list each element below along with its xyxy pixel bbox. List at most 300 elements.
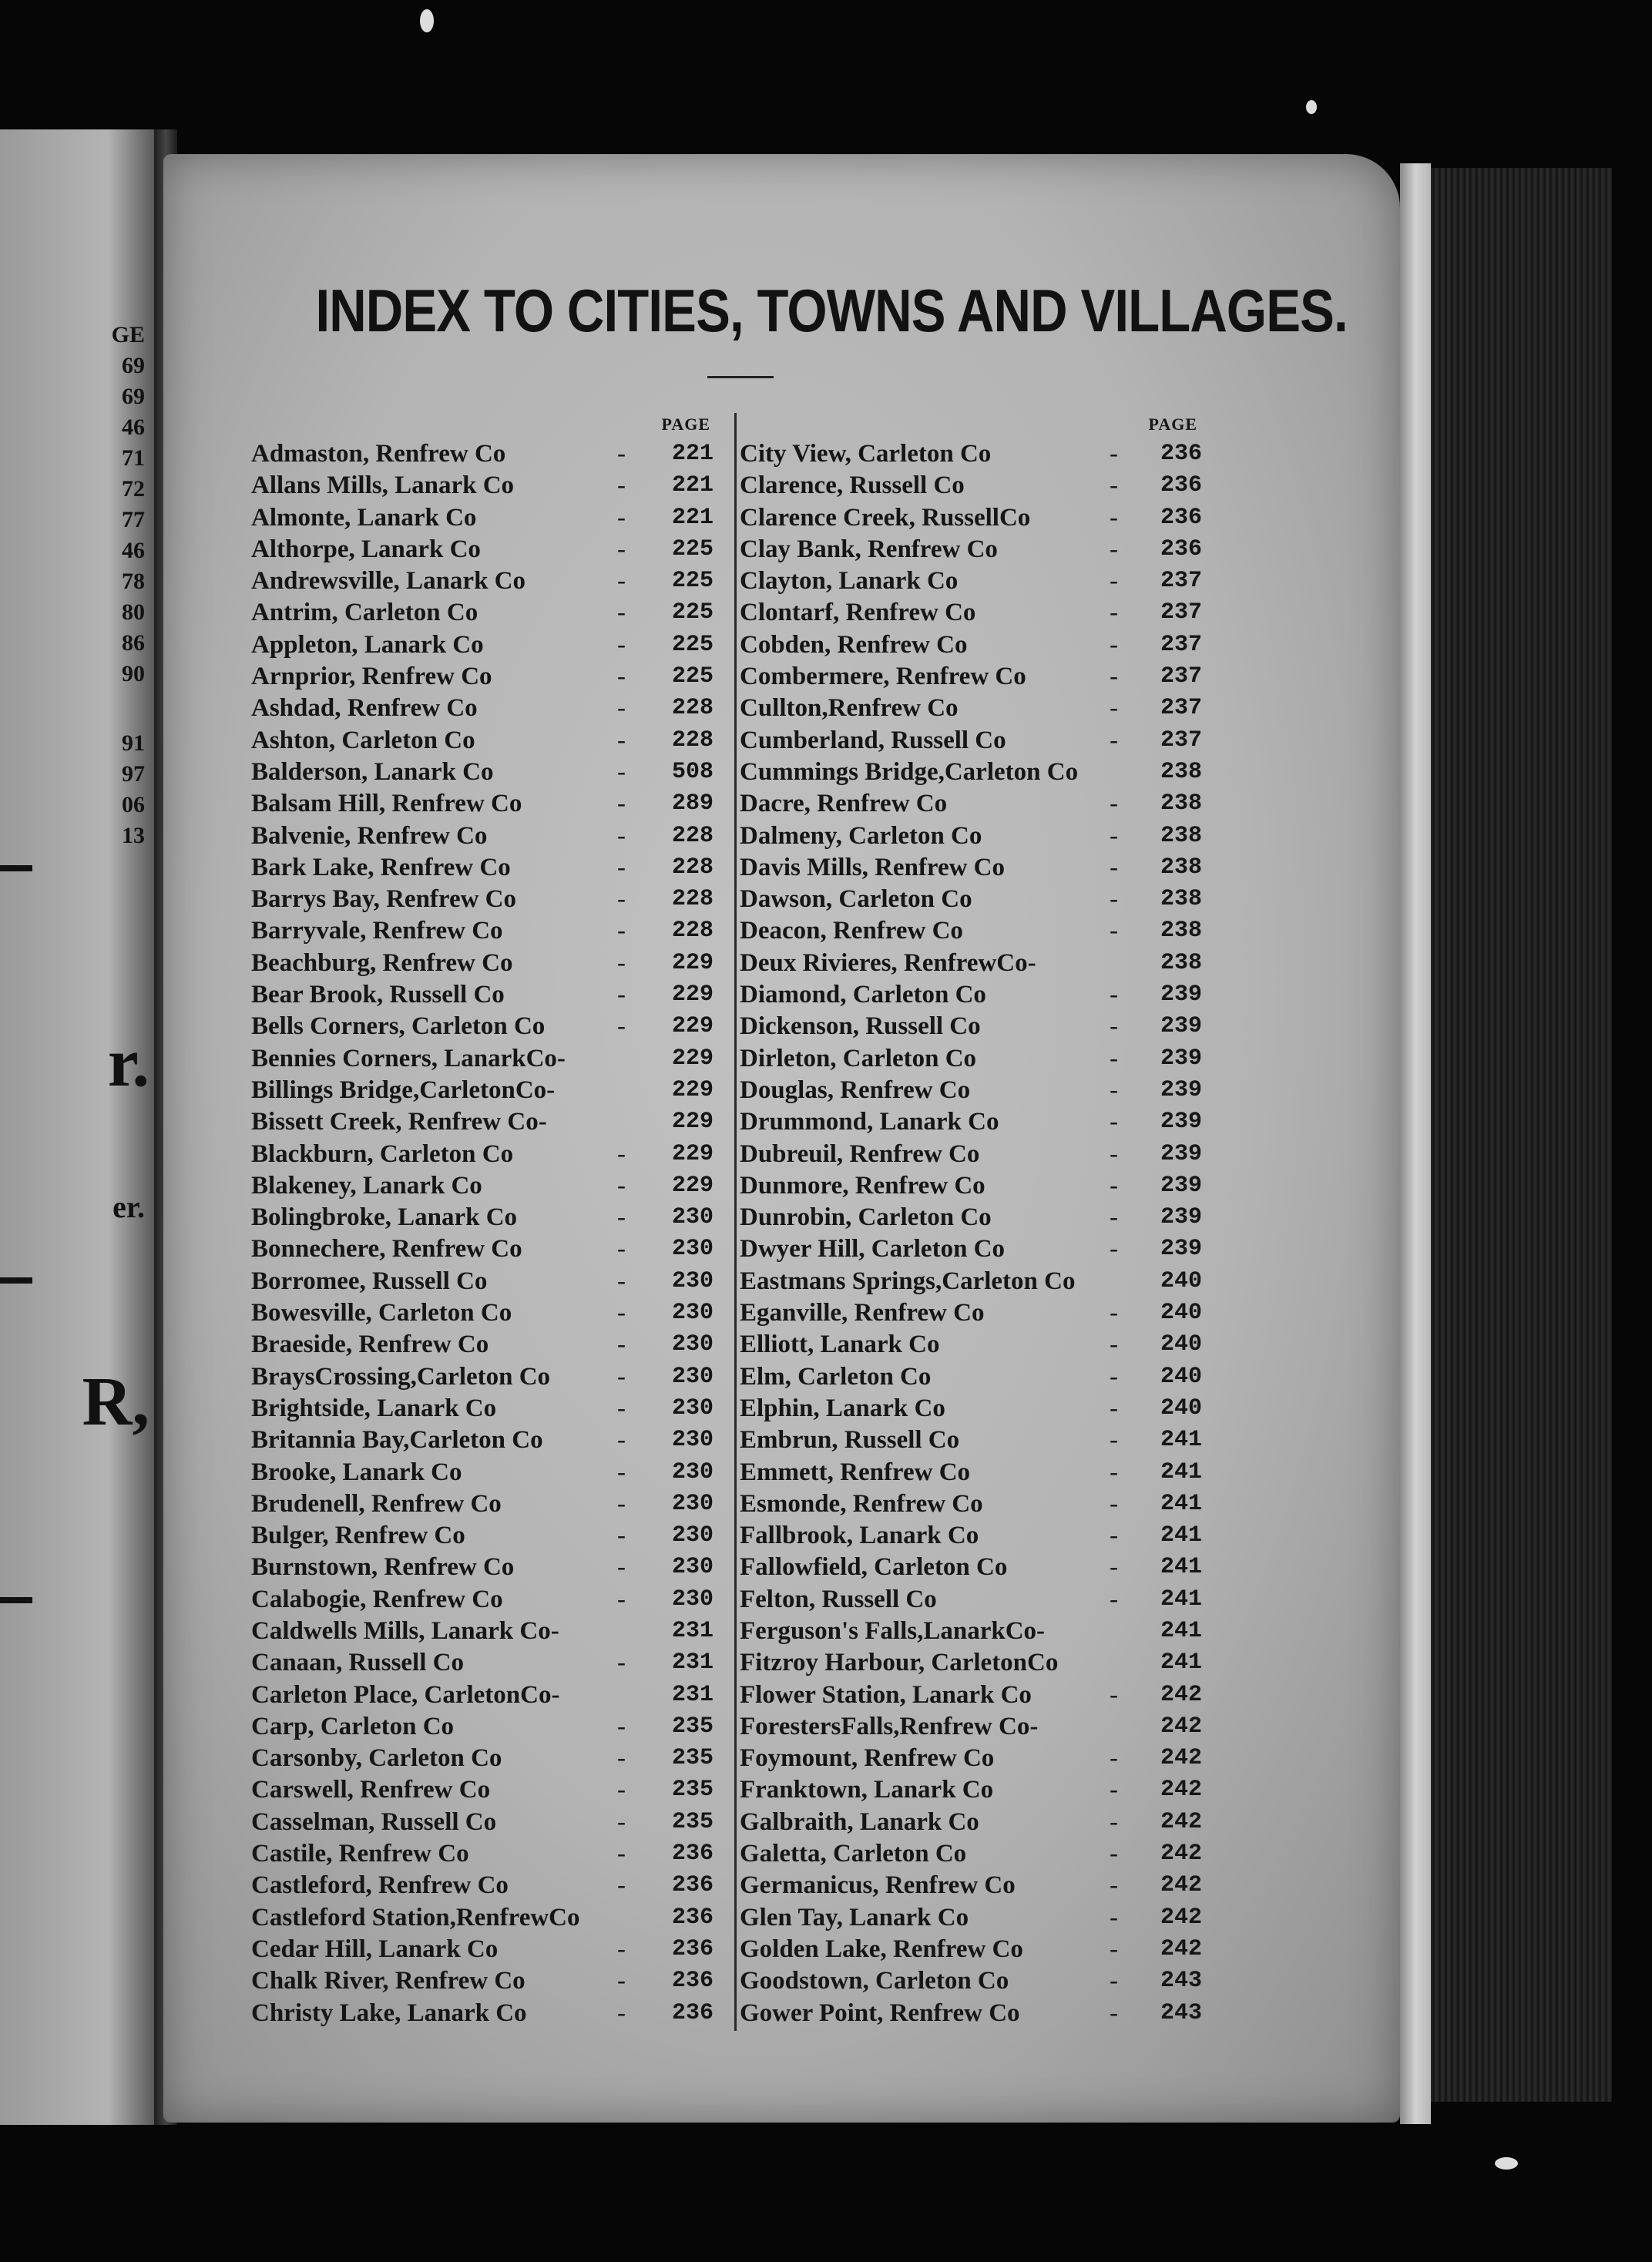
page-number: 230 (671, 1586, 714, 1613)
index-entry (251, 661, 714, 693)
leader-dash: - (617, 1522, 626, 1550)
page-number: 241 (1160, 1554, 1202, 1581)
divider-rule (0, 865, 32, 871)
leader-dash: - (1110, 1935, 1118, 1963)
page-number: 239 (1160, 1045, 1202, 1072)
place-name: Fallowfield, Carleton Co (740, 1553, 1008, 1582)
index-entry (251, 948, 714, 979)
page-number: 239 (1160, 1076, 1202, 1103)
place-name: Deacon, Renfrew Co (740, 917, 963, 945)
divider-rule (0, 1277, 32, 1284)
margin-fragment: GE (111, 322, 145, 347)
place-name: Bulger, Renfrew Co (251, 1522, 465, 1550)
page-number: 240 (1160, 1394, 1202, 1421)
page-number: 221 (671, 441, 714, 467)
index-entry (251, 534, 714, 566)
index-entry (740, 725, 1202, 757)
page-number: 236 (1160, 472, 1202, 499)
page-number: 242 (1160, 1681, 1202, 1708)
leader-dash: - (1110, 1871, 1118, 1900)
leader-dash: - (1110, 1203, 1118, 1232)
index-entry (740, 1711, 1202, 1743)
place-name: Esmonde, Renfrew Co (740, 1489, 983, 1518)
place-name: Casselman, Russell Co (251, 1807, 497, 1836)
page-number: 241 (1160, 1490, 1202, 1517)
index-entry (251, 1584, 714, 1616)
page-number: 238 (1160, 918, 1202, 945)
page-number: 238 (1160, 886, 1202, 913)
place-name: Galbraith, Lanark Co (740, 1807, 979, 1836)
page-number: 240 (1160, 1363, 1202, 1390)
page-number: 241 (1160, 1458, 1202, 1485)
place-name: Elliott, Lanark Co (740, 1331, 940, 1359)
page-number: 236 (671, 1935, 714, 1962)
leader-dash: - (617, 981, 626, 1009)
page-number: 228 (671, 854, 714, 881)
page-number: 239 (1160, 982, 1202, 1009)
index-entry (740, 1807, 1202, 1838)
leader-dash: - (1110, 1426, 1118, 1455)
place-name: Clarence, Russell Co (740, 472, 965, 500)
margin-fragment: 90 (122, 661, 145, 686)
margin-fragment: er. (112, 1190, 145, 1224)
index-entry (740, 1743, 1202, 1774)
index-entry (251, 1170, 714, 1202)
place-name: Diamond, Carleton Co (740, 981, 986, 1009)
index-entry (251, 1457, 714, 1488)
index-entry (740, 979, 1202, 1011)
leader-dash: - (1110, 790, 1118, 818)
page-number: 228 (671, 727, 714, 753)
place-name: Goodstown, Carleton Co (740, 1967, 1009, 1995)
leader-dash: - (617, 1299, 626, 1327)
page-block-edge (1408, 168, 1612, 2102)
margin-fragment: r. (107, 1025, 149, 1101)
index-entry (251, 884, 714, 915)
margin-fragment: 97 (122, 761, 145, 787)
page-number: 289 (671, 790, 714, 817)
place-name: BraysCrossing,Carleton Co (251, 1362, 551, 1391)
index-entry (740, 1647, 1202, 1679)
page-number: 236 (671, 1968, 714, 1995)
page-number: 221 (671, 504, 714, 531)
index-entry (740, 1774, 1202, 1806)
place-name: Gower Point, Renfrew Co (740, 1999, 1020, 2027)
page-number: 236 (1160, 535, 1202, 562)
index-list (740, 438, 1202, 2029)
leader-dash: - (1110, 1680, 1118, 1709)
page-number: 239 (1160, 1109, 1202, 1136)
margin-fragment: 69 (122, 384, 145, 409)
leader-dash: - (1110, 1744, 1118, 1773)
page-number: 242 (1160, 1713, 1202, 1740)
place-name: Dalmeny, Carleton Co (740, 821, 982, 850)
page-number: 242 (1160, 1841, 1202, 1868)
page-number: 230 (671, 1267, 714, 1294)
index-entry (740, 1616, 1202, 1647)
leader-dash: - (1110, 917, 1118, 945)
place-name: Davis Mills, Renfrew Co (740, 853, 1006, 881)
leader-dash: - (617, 885, 626, 914)
page-number: 230 (671, 1490, 714, 1517)
leader-dash: - (1110, 1999, 1118, 2027)
page-number: 240 (1160, 1267, 1202, 1294)
index-entry (251, 852, 714, 884)
place-name: Dacre, Renfrew Co (740, 790, 948, 818)
page-number: 243 (1160, 1968, 1202, 1995)
index-entry (251, 1870, 714, 1901)
page-number: 231 (671, 1681, 714, 1708)
place-name: Althorpe, Lanark Co (251, 535, 481, 563)
index-entry (740, 788, 1202, 820)
page-number: 230 (671, 1236, 714, 1263)
column-divider (734, 413, 737, 2031)
leader-dash: - (617, 1999, 626, 2027)
index-entry (740, 948, 1202, 979)
page-number: 236 (671, 1841, 714, 1868)
place-name: Dickenson, Russell Co (740, 1012, 981, 1041)
page-number: 242 (1160, 1935, 1202, 1962)
page-number: 230 (671, 1427, 714, 1454)
index-entry (740, 757, 1202, 788)
page-number: 225 (671, 568, 714, 595)
index-entry (740, 629, 1202, 661)
leader-dash: - (1110, 503, 1118, 532)
index-entry (740, 1075, 1202, 1106)
leader-dash: - (1110, 630, 1118, 659)
page-title: INDEX TO CITIES, TOWNS AND VILLAGES. (315, 277, 1348, 344)
leader-dash: - (1110, 1044, 1118, 1072)
margin-fragment: 46 (122, 414, 145, 440)
index-entry (251, 821, 714, 852)
place-name: Douglas, Renfrew Co (740, 1076, 971, 1104)
page-number: 236 (671, 1904, 714, 1931)
place-name: Dunmore, Renfrew Co (740, 1171, 985, 1200)
leader-dash: - (617, 948, 626, 977)
margin-fragment: 69 (122, 353, 145, 378)
index-entry (740, 1043, 1202, 1075)
place-name: Eganville, Renfrew Co (740, 1299, 985, 1327)
page-number: 228 (671, 822, 714, 849)
place-name: Bonnechere, Renfrew Co (251, 1235, 522, 1264)
page-number: 231 (671, 1617, 714, 1644)
leader-dash: - (617, 1267, 626, 1295)
dust-speck (1495, 2157, 1518, 2170)
place-name: Bissett Creek, Renfrew Co- (251, 1108, 547, 1136)
page-number: 242 (1160, 1745, 1202, 1772)
place-name: Braeside, Renfrew Co (251, 1331, 489, 1359)
page-number: 239 (1160, 1204, 1202, 1231)
leader-dash: - (1110, 472, 1118, 500)
dust-speck (1306, 100, 1317, 114)
page-number: 237 (1160, 695, 1202, 722)
place-name: Britannia Bay,Carleton Co (251, 1426, 543, 1455)
place-name: Elphin, Lanark Co (740, 1394, 945, 1422)
place-name: Ferguson's Falls,LanarkCo- (740, 1616, 1046, 1645)
leader-dash: - (1110, 1458, 1118, 1486)
index-entry (251, 1297, 714, 1329)
index-entry (251, 725, 714, 757)
leader-dash: - (1110, 1903, 1118, 1931)
leader-dash: - (617, 790, 626, 818)
place-name: Calabogie, Renfrew Co (251, 1585, 503, 1613)
place-name: Balderson, Lanark Co (251, 757, 494, 786)
place-name: Clarence Creek, RussellCo (740, 503, 1031, 532)
index-list (251, 438, 714, 2029)
leader-dash: - (1110, 1139, 1118, 1168)
leader-dash: - (1110, 885, 1118, 914)
index-entry (740, 1393, 1202, 1425)
place-name: Cumberland, Russell Co (740, 726, 1006, 754)
leader-dash: - (1110, 1489, 1118, 1518)
index-entry (251, 788, 714, 820)
leader-dash: - (1110, 1776, 1118, 1804)
leader-dash: - (617, 917, 626, 945)
leader-dash: - (617, 1585, 626, 1613)
index-entry (251, 1965, 714, 1997)
leader-dash: - (617, 503, 626, 532)
page-number: 237 (1160, 599, 1202, 626)
page-number: 225 (671, 599, 714, 626)
leader-dash: - (1110, 1807, 1118, 1836)
leader-dash: - (1110, 1235, 1118, 1264)
place-name: Carp, Carleton Co (251, 1712, 455, 1740)
leader-dash: - (617, 1840, 626, 1868)
leader-dash: - (1110, 1585, 1118, 1613)
leader-dash: - (1110, 1108, 1118, 1136)
place-name: Felton, Russell Co (740, 1585, 937, 1613)
leader-dash: - (617, 630, 626, 659)
leader-dash: - (617, 1171, 626, 1200)
index-entry (251, 597, 714, 629)
leader-dash: - (1110, 1012, 1118, 1041)
place-name: Bennies Corners, LanarkCo- (251, 1044, 566, 1072)
leader-dash: - (617, 472, 626, 500)
place-name: Franktown, Lanark Co (740, 1776, 994, 1804)
leader-dash: - (1110, 1171, 1118, 1200)
leader-dash: - (617, 1139, 626, 1168)
page-number: 242 (1160, 1808, 1202, 1835)
page-number: 238 (1160, 854, 1202, 881)
index-entry (251, 1202, 714, 1233)
place-name: Dubreuil, Renfrew Co (740, 1139, 980, 1168)
page-number: 235 (671, 1745, 714, 1772)
page-number: 236 (671, 1872, 714, 1899)
index-entry (251, 915, 714, 947)
index-entry (251, 1011, 714, 1042)
leader-dash: - (617, 853, 626, 881)
leader-dash: - (617, 1807, 626, 1836)
page-column-header: PAGE (661, 414, 710, 434)
leader-dash: - (617, 567, 626, 596)
place-name: Arnprior, Renfrew Co (251, 663, 492, 691)
place-name: Emmett, Renfrew Co (740, 1458, 971, 1486)
index-entry (740, 1361, 1202, 1393)
index-entry (740, 597, 1202, 629)
leader-dash: - (617, 1744, 626, 1773)
index-entry (251, 470, 714, 502)
place-name: Almonte, Lanark Co (251, 503, 477, 532)
leader-dash: - (617, 821, 626, 850)
page-column-header: PAGE (1148, 414, 1197, 434)
index-entry (740, 1838, 1202, 1870)
leader-dash: - (617, 757, 626, 786)
page-number: 239 (1160, 1013, 1202, 1040)
place-name: Dirleton, Carleton Co (740, 1044, 977, 1072)
page-number: 241 (1160, 1617, 1202, 1644)
page-number: 231 (671, 1650, 714, 1676)
leader-dash: - (1110, 1840, 1118, 1868)
page-number: 237 (1160, 631, 1202, 658)
leader-dash: - (617, 1458, 626, 1486)
index-entry (740, 693, 1202, 724)
index-entry (251, 1743, 714, 1774)
leader-dash: - (617, 1967, 626, 1995)
leader-dash: - (617, 1649, 626, 1677)
place-name: Clontarf, Renfrew Co (740, 599, 976, 627)
place-name: Admaston, Renfrew Co (251, 440, 506, 468)
leader-dash: - (1110, 599, 1118, 627)
index-entry (740, 534, 1202, 566)
index-entry (251, 1075, 714, 1106)
place-name: Borromee, Russell Co (251, 1267, 488, 1295)
leader-dash: - (1110, 535, 1118, 563)
index-entry (740, 470, 1202, 502)
index-entry (740, 1520, 1202, 1552)
index-entry (740, 915, 1202, 947)
leader-dash: - (1110, 726, 1118, 754)
place-name: Blakeney, Lanark Co (251, 1171, 482, 1200)
index-entry (740, 502, 1202, 534)
margin-fragment: 46 (122, 538, 145, 563)
leader-dash: - (617, 1712, 626, 1740)
leader-dash: - (617, 599, 626, 627)
place-name: Cummings Bridge,Carleton Co (740, 757, 1079, 786)
divider-rule (0, 1597, 32, 1603)
place-name: Eastmans Springs,Carleton Co (740, 1267, 1076, 1295)
leader-dash: - (1110, 567, 1118, 596)
place-name: Billings Bridge,CarletonCo- (251, 1076, 556, 1104)
page-number: 237 (1160, 727, 1202, 753)
leader-dash: - (1110, 1553, 1118, 1582)
page-number: 229 (671, 1172, 714, 1199)
index-entry (740, 1902, 1202, 1934)
leader-dash: - (617, 1331, 626, 1359)
index-entry (251, 1139, 714, 1170)
place-name: Andrewsville, Lanark Co (251, 567, 526, 596)
place-name: Galetta, Carleton Co (740, 1840, 967, 1868)
place-name: Golden Lake, Renfrew Co (740, 1935, 1023, 1963)
page-number: 230 (671, 1458, 714, 1485)
leader-dash: - (617, 1362, 626, 1391)
leader-dash: - (617, 1235, 626, 1264)
index-entry (740, 1233, 1202, 1265)
index-entry (251, 1838, 714, 1870)
page-number: 230 (671, 1331, 714, 1358)
index-entry (740, 1998, 1202, 2029)
index-entry (251, 1520, 714, 1552)
leader-dash: - (617, 1489, 626, 1518)
place-name: Glen Tay, Lanark Co (740, 1903, 969, 1931)
leader-dash: - (617, 1203, 626, 1232)
title-rule (707, 376, 774, 378)
leader-dash: - (617, 1012, 626, 1041)
place-name: Chalk River, Renfrew Co (251, 1967, 525, 1995)
margin-fragment: 91 (122, 730, 145, 756)
page-number: 230 (671, 1522, 714, 1549)
index-entry (740, 1488, 1202, 1520)
index-entry (740, 1425, 1202, 1456)
leader-dash: - (617, 1426, 626, 1455)
index-entry (740, 1139, 1202, 1170)
place-name: Drummond, Lanark Co (740, 1108, 999, 1136)
leader-dash: - (1110, 1331, 1118, 1359)
dust-speck (420, 9, 434, 32)
index-entry (251, 1680, 714, 1711)
leader-dash: - (1110, 663, 1118, 691)
page-number: 230 (671, 1554, 714, 1581)
place-name: Dunrobin, Carleton Co (740, 1203, 992, 1232)
index-entry (740, 1870, 1202, 1901)
place-name: Barrys Bay, Renfrew Co (251, 885, 517, 914)
place-name: Ashton, Carleton Co (251, 726, 475, 754)
place-name: ForestersFalls,Renfrew Co- (740, 1712, 1039, 1740)
previous-page-fragment (0, 129, 154, 2125)
place-name: Cullton,Renfrew Co (740, 694, 959, 723)
page-number: 239 (1160, 1172, 1202, 1199)
index-entry (251, 1934, 714, 1965)
index-entry (740, 1106, 1202, 1138)
leader-dash: - (617, 1871, 626, 1900)
page-number: 235 (671, 1777, 714, 1804)
page-number: 236 (1160, 441, 1202, 467)
margin-fragment: 71 (122, 445, 145, 471)
leader-dash: - (617, 694, 626, 723)
index-entry (740, 1297, 1202, 1329)
index-entry (740, 852, 1202, 884)
index-entry (251, 566, 714, 597)
place-name: Castleford Station,RenfrewCo (251, 1903, 580, 1931)
index-entry (251, 693, 714, 724)
page-number: 225 (671, 535, 714, 562)
index-entry (251, 1233, 714, 1265)
index-entry (740, 1170, 1202, 1202)
place-name: Canaan, Russell Co (251, 1649, 464, 1677)
page-number: 225 (671, 663, 714, 690)
page-number: 230 (671, 1204, 714, 1231)
place-name: Brooke, Lanark Co (251, 1458, 462, 1486)
place-name: Clay Bank, Renfrew Co (740, 535, 998, 563)
leader-dash: - (1110, 1076, 1118, 1104)
index-entry (251, 1361, 714, 1393)
index-entry (251, 438, 714, 470)
index-entry (740, 1457, 1202, 1488)
page-number: 229 (671, 949, 714, 976)
page-number: 241 (1160, 1650, 1202, 1676)
index-entry (251, 502, 714, 534)
leader-dash: - (1110, 1967, 1118, 1995)
leader-dash: - (1110, 1362, 1118, 1391)
place-name: Flower Station, Lanark Co (740, 1680, 1032, 1709)
page-number: 229 (671, 1045, 714, 1072)
place-name: Barryvale, Renfrew Co (251, 917, 503, 945)
place-name: Brudenell, Renfrew Co (251, 1489, 502, 1518)
leader-dash: - (617, 1394, 626, 1422)
place-name: Caldwells Mills, Lanark Co- (251, 1616, 559, 1645)
index-entry (740, 566, 1202, 597)
place-name: Elm, Carleton Co (740, 1362, 932, 1391)
index-entry (740, 438, 1202, 470)
